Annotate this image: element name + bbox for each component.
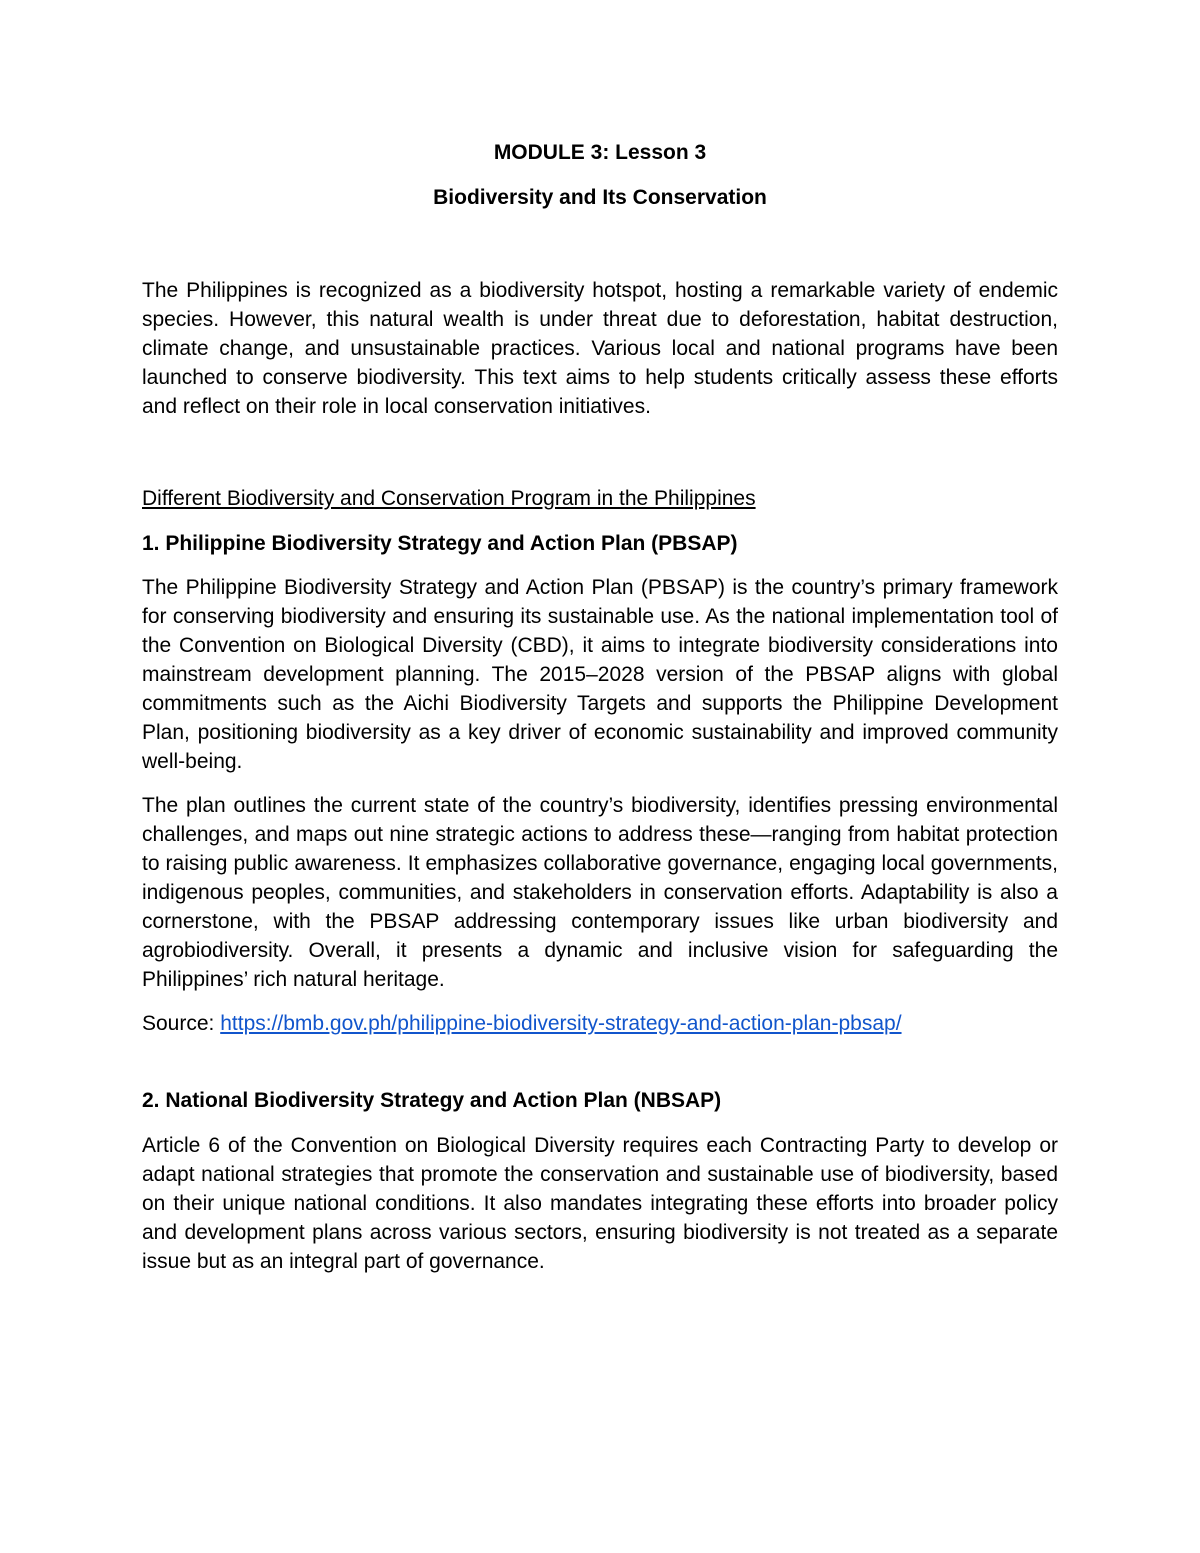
pbsap-source [142,1009,1058,1038]
intro-paragraph: The Philippines is recognized as a biodiversity hotspot, hosting a remarkable variety of endemic species. However, this natural wealth is under threat due to deforestation, habitat destruction, climate change, and unsustainable practices. Various local and national programs have been launched to conserve biodiversity. This text aims to help students critically assess these efforts and reflect on their role in local conservation initiatives. [142,279,1058,418]
program-heading-pbsap: 1. Philippine Biodiversity Strategy and Action Plan (PBSAP) [142,532,738,555]
module-title: MODULE 3: Lesson 3 [493,141,707,164]
document-content [142,138,1058,1276]
lesson-subtitle: Biodiversity and Its Conservation [433,186,767,209]
program-heading-nbsap: 2. National Biodiversity Strategy and Action Plan (NBSAP) [142,1089,722,1112]
source-label: Source: [142,1012,215,1035]
section-heading: Different Biodiversity and Conservation Program in the Philippines [142,487,756,510]
source-link[interactable]: https://bmb.gov.ph/philippine-biodiversity-strategy-and-action-plan-pbsap/ [220,1012,902,1035]
nbsap-paragraph-1: Article 6 of the Convention on Biological Diversity requires each Contracting Party to develop or adapt national strategies that promote the conservation and sustainable use of biodiversity, based on their unique national conditions. It also mandates integrating these efforts into broader policy and development plans across various sectors, ensuring biodiversity is not treated as a separate issue but as an integral part of governance. [142,1134,1058,1273]
pbsap-paragraph-2: The plan outlines the current state of the country’s biodiversity, identifies pressing environmental challenges, and maps out nine strategic actions to address these—ranging from habitat protection to raising public awareness. It emphasizes collaborative governance, engaging local governments, indigenous peoples, communities, and stakeholders in conservation efforts. Adaptability is also a cornerstone, with the PBSAP addressing contemporary issues like urban biodiversity and agrobiodiversity. Overall, it presents a dynamic and inclusive vision for safeguarding the Philippines’ rich natural heritage. [142,794,1058,991]
pbsap-paragraph-1: The Philippine Biodiversity Strategy and Action Plan (PBSAP) is the country’s primary framework for conserving biodiversity and ensuring its sustainable use. As the national implementation tool of the Convention on Biological Diversity (CBD), it aims to integrate biodiversity considerations into mainstream development planning. The 2015–2028 version of the PBSAP aligns with global commitments such as the Aichi Biodiversity Targets and supports the Philippine Development Plan, positioning biodiversity as a key driver of economic sustainability and improved community well-being. [142,576,1058,773]
